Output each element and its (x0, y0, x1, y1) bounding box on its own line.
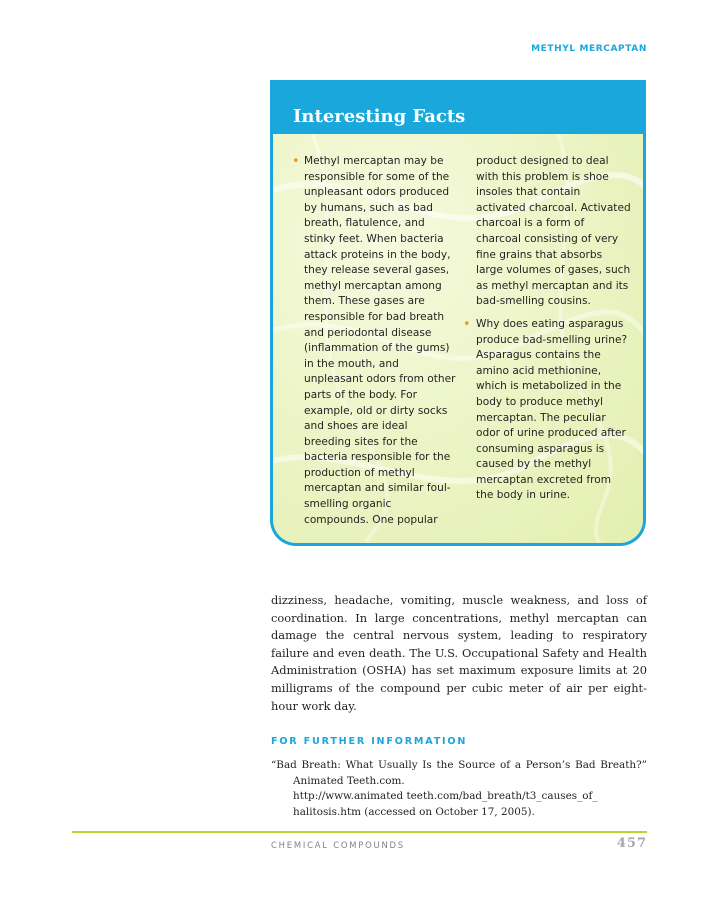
reference-link[interactable]: http://www.animated teeth.com/bad_breath/t3_causes_of_ halitosis.htm (accessed on October 17, 2005). (293, 790, 598, 818)
fact-continuation: product designed to deal with this problem is shoe insoles that contain activated charcoal. Activated charcoal is a form of charcoal consisting of very fine grains that absorbs large volumes of gases, such as methyl mercaptan and its bad-smelling cousins. (476, 155, 631, 308)
bullet-icon: • (463, 316, 471, 332)
reference-title: “Bad Breath: What Usually Is the Source of a Person’s Bad Breath?” Animated Teeth.com. (271, 759, 647, 787)
further-information-heading: FOR FURTHER INFORMATION (271, 736, 468, 747)
bullet-icon: • (292, 154, 300, 169)
page-number: 457 (616, 836, 647, 851)
facts-box-title: Interesting Facts (293, 106, 466, 127)
running-head: METHYL MERCAPTAN (531, 44, 647, 54)
facts-columns (291, 154, 631, 528)
footer-rule (72, 831, 647, 833)
footer-book-title: CHEMICAL COMPOUNDS (271, 840, 405, 850)
fact-item (465, 317, 631, 504)
reference-entry (271, 758, 647, 820)
body-paragraph: dizziness, headache, vomiting, muscle weakness, and loss of coordination. In large concentrations, methyl mercaptan can damage the central nervous system, leading to respiratory failure and even death. The U.S. Occupational Safety and Health Administration (OSHA) has set maximum exposure limits at 20 milligrams of the compound per cubic meter of air per eight-hour work day. (271, 593, 647, 713)
fact-text: Why does eating asparagus produce bad-smelling urine? Asparagus contains the amino acid methionine, which is metabolized in the body to produce methyl mercaptan. The peculiar odor of urine produced after consuming asparagus is caused by the methyl mercaptan excreted from the body in urine. (476, 317, 628, 502)
facts-box-header (273, 80, 643, 134)
facts-column-left (291, 154, 457, 528)
interesting-facts-box (270, 80, 646, 546)
fact-item (291, 154, 457, 528)
fact-text: Methyl mercaptan may be responsible for some of the unpleasant odors produced by humans, such as bad breath, flatulence, and stinky feet. When bacteria attack proteins in the body, they release several gases, methyl mercaptan among them. These gases are responsible for bad breath and periodontal disease (inflammation of the gums) in the mouth, and unpleasant odors from other parts of the body. For example, old or dirty socks and shoes are ideal breeding sites for the bacteria responsible for the production of methyl mercaptan and similar foul-smelling organic compounds. One popular (304, 155, 456, 526)
facts-column-right (465, 154, 631, 528)
